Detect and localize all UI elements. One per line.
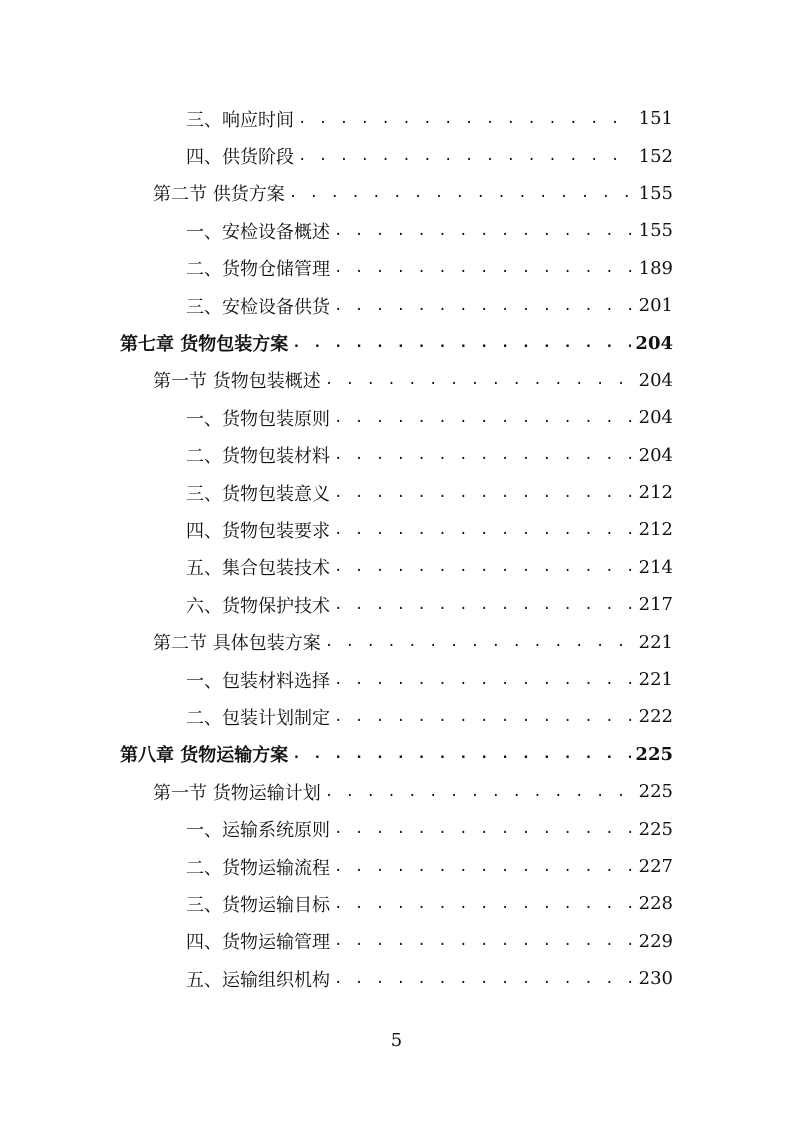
toc-dot-leader bbox=[334, 260, 635, 276]
toc-entry-title: 五、集合包装技术 bbox=[186, 558, 330, 580]
toc-entry-page: 155 bbox=[638, 220, 673, 242]
toc-entry-page: 204 bbox=[638, 444, 673, 466]
toc-entry-page: 201 bbox=[638, 295, 673, 317]
toc-entry-page: 230 bbox=[638, 968, 673, 990]
toc-dot-leader bbox=[334, 447, 635, 463]
toc-entry-page: 151 bbox=[638, 108, 673, 130]
toc-entry-title: 三、货物运输目标 bbox=[186, 894, 330, 916]
toc-subsection-entry[interactable] bbox=[0, 474, 793, 511]
toc-entry-page: 155 bbox=[638, 182, 673, 204]
toc-entry-title: 四、供货阶段 bbox=[186, 147, 294, 169]
toc-dot-leader bbox=[334, 559, 635, 575]
toc-chapter-entry[interactable] bbox=[0, 736, 793, 773]
toc-entry-page: 212 bbox=[638, 482, 673, 504]
toc-entry-title: 三、货物包装意义 bbox=[186, 483, 330, 505]
toc-dot-leader bbox=[325, 372, 635, 388]
toc-entry-title: 三、安检设备供货 bbox=[186, 296, 330, 318]
toc-dot-leader bbox=[298, 111, 635, 127]
toc-entry-title: 一、货物包装原则 bbox=[186, 408, 330, 430]
toc-entry-title: 六、货物保护技术 bbox=[186, 595, 330, 617]
toc-subsection-entry[interactable] bbox=[0, 810, 793, 847]
toc-dot-leader bbox=[334, 485, 635, 501]
toc-entry-title: 第二节 供货方案 bbox=[153, 184, 285, 206]
toc-dot-leader bbox=[325, 634, 635, 650]
toc-subsection-entry[interactable] bbox=[0, 212, 793, 249]
toc-entry-page: 221 bbox=[638, 669, 673, 691]
toc-dot-leader bbox=[334, 933, 635, 949]
toc-entry-page: 229 bbox=[638, 930, 673, 952]
toc-subsection-entry[interactable] bbox=[0, 960, 793, 997]
toc-entry-page: 214 bbox=[638, 556, 673, 578]
toc-section-entry[interactable] bbox=[0, 175, 793, 212]
toc-dot-leader bbox=[334, 597, 635, 613]
toc-subsection-entry[interactable] bbox=[0, 885, 793, 922]
toc-dot-leader bbox=[334, 859, 635, 875]
toc-section-entry[interactable] bbox=[0, 773, 793, 810]
toc-subsection-entry[interactable] bbox=[0, 137, 793, 174]
toc-entry-title: 二、包装计划制定 bbox=[186, 707, 330, 729]
toc-entry-title: 二、货物仓储管理 bbox=[186, 259, 330, 281]
toc-entry-title: 四、货物包装要求 bbox=[186, 520, 330, 542]
toc-entry-page: 222 bbox=[638, 706, 673, 728]
toc-dot-leader bbox=[334, 971, 635, 987]
toc-entry-title: 一、包装材料选择 bbox=[186, 670, 330, 692]
toc-dot-leader bbox=[289, 185, 635, 201]
toc-entry-page: 225 bbox=[635, 743, 673, 765]
toc-entry-page: 217 bbox=[638, 594, 673, 616]
toc-dot-leader bbox=[334, 672, 635, 688]
toc-subsection-entry[interactable] bbox=[0, 848, 793, 885]
toc-entry-title: 四、货物运输管理 bbox=[186, 932, 330, 954]
toc-entry-page: 221 bbox=[638, 631, 673, 653]
toc-entry-title: 第二节 具体包装方案 bbox=[153, 633, 321, 655]
toc-subsection-entry[interactable] bbox=[0, 287, 793, 324]
toc-subsection-entry[interactable] bbox=[0, 923, 793, 960]
toc-chapter-entry[interactable] bbox=[0, 324, 793, 361]
toc-dot-leader bbox=[334, 896, 635, 912]
table-of-contents bbox=[0, 100, 793, 997]
toc-entry-page: 204 bbox=[638, 369, 673, 391]
toc-dot-leader bbox=[298, 148, 635, 164]
page-number: 5 bbox=[390, 1030, 403, 1051]
toc-dot-leader bbox=[334, 522, 635, 538]
toc-dot-leader bbox=[325, 784, 635, 800]
toc-subsection-entry[interactable] bbox=[0, 399, 793, 436]
toc-entry-title: 一、运输系统原则 bbox=[186, 820, 330, 842]
toc-dot-leader bbox=[292, 335, 631, 351]
toc-entry-title: 第七章 货物包装方案 bbox=[120, 334, 289, 356]
toc-dot-leader bbox=[292, 746, 631, 762]
toc-entry-page: 204 bbox=[635, 332, 673, 354]
toc-entry-title: 二、货物包装材料 bbox=[186, 446, 330, 468]
toc-subsection-entry[interactable] bbox=[0, 250, 793, 287]
toc-entry-title: 第八章 货物运输方案 bbox=[120, 745, 289, 767]
toc-entry-page: 227 bbox=[638, 856, 673, 877]
toc-entry-title: 五、运输组织机构 bbox=[186, 969, 330, 991]
toc-entry-page: 152 bbox=[638, 145, 673, 167]
toc-dot-leader bbox=[334, 410, 635, 426]
toc-subsection-entry[interactable] bbox=[0, 549, 793, 586]
toc-dot-leader bbox=[334, 223, 635, 239]
toc-entry-title: 三、响应时间 bbox=[186, 109, 294, 131]
toc-entry-page: 225 bbox=[638, 781, 673, 803]
toc-subsection-entry[interactable] bbox=[0, 661, 793, 698]
toc-subsection-entry[interactable] bbox=[0, 511, 793, 548]
toc-entry-title: 第一节 货物包装概述 bbox=[153, 371, 321, 393]
toc-entry-title: 一、安检设备概述 bbox=[186, 221, 330, 243]
toc-subsection-entry[interactable] bbox=[0, 100, 793, 137]
toc-dot-leader bbox=[334, 821, 635, 837]
toc-subsection-entry[interactable] bbox=[0, 586, 793, 623]
toc-entry-page: 189 bbox=[638, 257, 673, 279]
toc-entry-page: 212 bbox=[638, 519, 673, 541]
toc-subsection-entry[interactable] bbox=[0, 437, 793, 474]
toc-section-entry[interactable] bbox=[0, 362, 793, 399]
toc-entry-page: 228 bbox=[638, 893, 673, 915]
toc-entry-title: 第一节 货物运输计划 bbox=[153, 782, 321, 804]
toc-entry-page: 204 bbox=[638, 407, 673, 429]
toc-entry-page: 225 bbox=[638, 818, 673, 840]
toc-dot-leader bbox=[334, 709, 635, 725]
toc-entry-title: 二、货物运输流程 bbox=[186, 857, 330, 879]
toc-dot-leader bbox=[334, 298, 635, 314]
toc-section-entry[interactable] bbox=[0, 623, 793, 660]
toc-subsection-entry[interactable] bbox=[0, 698, 793, 735]
